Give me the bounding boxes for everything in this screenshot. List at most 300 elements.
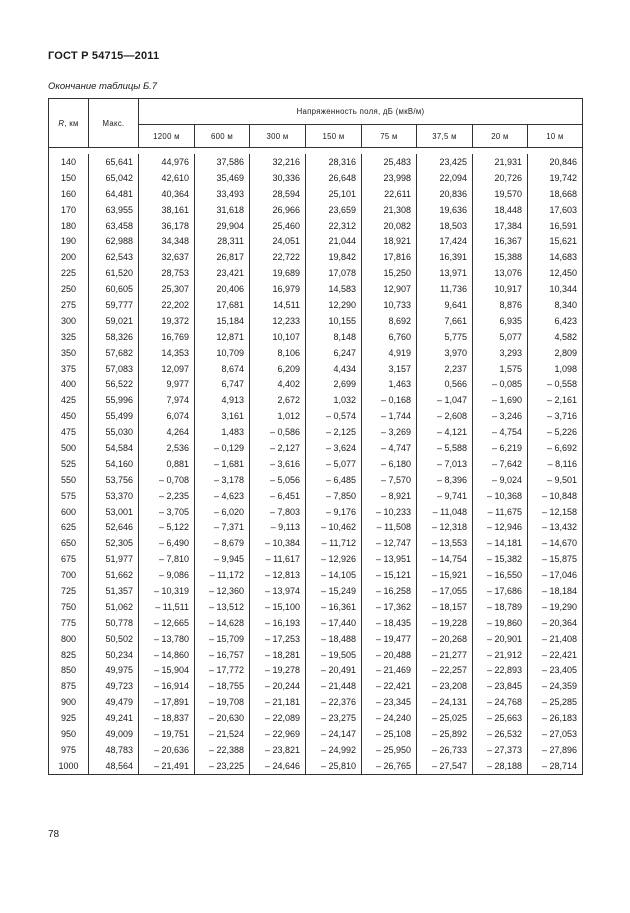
cell-value: 26,966 xyxy=(250,202,306,218)
cell-distance: 825 xyxy=(49,647,89,663)
cell-value: 28,594 xyxy=(250,186,306,202)
cell-value: – 17,440 xyxy=(306,615,362,631)
cell-value: – 24,240 xyxy=(362,710,417,726)
cell-value: 19,636 xyxy=(417,202,473,218)
cell-value: – 9,113 xyxy=(250,519,306,535)
cell-max: 54,584 xyxy=(89,440,139,456)
cell-value: – 22,421 xyxy=(528,647,583,663)
cell-max: 65,042 xyxy=(89,170,139,186)
cell-distance: 200 xyxy=(49,249,89,265)
column-header-height: 1200 м xyxy=(139,125,195,148)
cell-value: 20,406 xyxy=(195,281,250,297)
cell-value: 3,293 xyxy=(473,345,528,361)
cell-value: 10,107 xyxy=(250,329,306,345)
cell-value: – 10,368 xyxy=(473,488,528,504)
cell-value: – 6,692 xyxy=(528,440,583,456)
cell-value: 17,681 xyxy=(195,297,250,313)
cell-distance: 400 xyxy=(49,376,89,392)
table-row xyxy=(49,694,583,710)
cell-value: – 14,628 xyxy=(195,615,250,631)
cell-max: 52,305 xyxy=(89,535,139,551)
cell-value: 8,692 xyxy=(362,313,417,329)
cell-value: – 15,249 xyxy=(306,583,362,599)
cell-distance: 725 xyxy=(49,583,89,599)
table-row xyxy=(49,647,583,663)
cell-value: 17,816 xyxy=(362,249,417,265)
cell-value: 12,907 xyxy=(362,281,417,297)
cell-value: – 2,161 xyxy=(528,392,583,408)
cell-value: – 19,860 xyxy=(473,615,528,631)
table-row xyxy=(49,281,583,297)
cell-value: 22,202 xyxy=(139,297,195,313)
cell-value: – 12,946 xyxy=(473,519,528,535)
cell-value: – 2,608 xyxy=(417,408,473,424)
cell-value: – 24,768 xyxy=(473,694,528,710)
cell-value: – 3,246 xyxy=(473,408,528,424)
cell-value: 19,689 xyxy=(250,265,306,281)
cell-value: – 11,712 xyxy=(306,535,362,551)
cell-value: – 23,821 xyxy=(250,742,306,758)
cell-value: – 18,435 xyxy=(362,615,417,631)
cell-value: – 23,345 xyxy=(362,694,417,710)
cell-distance: 180 xyxy=(49,218,89,234)
table-row xyxy=(49,599,583,615)
table-row xyxy=(49,472,583,488)
cell-value: – 15,382 xyxy=(473,551,528,567)
table-row xyxy=(49,170,583,186)
cell-value: – 17,686 xyxy=(473,583,528,599)
cell-value: 36,178 xyxy=(139,218,195,234)
cell-value: 17,384 xyxy=(473,218,528,234)
cell-value: 19,570 xyxy=(473,186,528,202)
cell-max: 63,955 xyxy=(89,202,139,218)
cell-value: – 20,364 xyxy=(528,615,583,631)
table-row xyxy=(49,297,583,313)
cell-value: – 5,077 xyxy=(306,456,362,472)
table-row xyxy=(49,361,583,377)
cell-max: 49,241 xyxy=(89,710,139,726)
cell-value: 38,161 xyxy=(139,202,195,218)
cell-value: – 11,508 xyxy=(362,519,417,535)
cell-max: 50,502 xyxy=(89,631,139,647)
cell-value: – 15,904 xyxy=(139,663,195,679)
cell-max: 62,543 xyxy=(89,249,139,265)
cell-value: – 3,178 xyxy=(195,472,250,488)
cell-value: – 18,281 xyxy=(250,647,306,663)
cell-value: 23,421 xyxy=(195,265,250,281)
cell-distance: 325 xyxy=(49,329,89,345)
cell-value: – 11,617 xyxy=(250,551,306,567)
cell-distance: 775 xyxy=(49,615,89,631)
cell-value: 12,233 xyxy=(250,313,306,329)
cell-distance: 600 xyxy=(49,504,89,520)
column-header-r-var: R xyxy=(58,118,65,128)
cell-distance: 550 xyxy=(49,472,89,488)
cell-value: 7,661 xyxy=(417,313,473,329)
cell-value: – 0,085 xyxy=(473,376,528,392)
cell-value: – 20,636 xyxy=(139,742,195,758)
cell-value: – 2,235 xyxy=(139,488,195,504)
cell-distance: 375 xyxy=(49,361,89,377)
cell-max: 61,520 xyxy=(89,265,139,281)
cell-value: 6,935 xyxy=(473,313,528,329)
cell-value: 10,709 xyxy=(195,345,250,361)
cell-value: 7,974 xyxy=(139,392,195,408)
cell-value: – 23,405 xyxy=(528,663,583,679)
cell-value: 26,817 xyxy=(195,249,250,265)
cell-value: – 18,157 xyxy=(417,599,473,615)
cell-value: 28,316 xyxy=(306,154,362,170)
cell-value: 12,871 xyxy=(195,329,250,345)
cell-value: – 9,945 xyxy=(195,551,250,567)
cell-value: – 0,558 xyxy=(528,376,583,392)
cell-value: – 27,547 xyxy=(417,758,473,774)
cell-value: 14,353 xyxy=(139,345,195,361)
cell-value: – 16,193 xyxy=(250,615,306,631)
cell-value: – 10,319 xyxy=(139,583,195,599)
table-row xyxy=(49,678,583,694)
cell-value: – 22,089 xyxy=(250,710,306,726)
cell-value: – 19,278 xyxy=(250,663,306,679)
cell-max: 65,641 xyxy=(89,154,139,170)
cell-value: 12,450 xyxy=(528,265,583,281)
table-row xyxy=(49,265,583,281)
cell-value: – 18,184 xyxy=(528,583,583,599)
table-row xyxy=(49,663,583,679)
cell-value: – 17,772 xyxy=(195,663,250,679)
cell-value: – 22,969 xyxy=(250,726,306,742)
cell-value: – 12,926 xyxy=(306,551,362,567)
cell-value: – 15,121 xyxy=(362,567,417,583)
cell-value: – 28,714 xyxy=(528,758,583,774)
cell-value: 1,483 xyxy=(195,424,250,440)
table-row xyxy=(49,742,583,758)
cell-value: 17,424 xyxy=(417,233,473,249)
cell-value: – 24,147 xyxy=(306,726,362,742)
table-row xyxy=(49,535,583,551)
cell-value: – 11,511 xyxy=(139,599,195,615)
cell-distance: 975 xyxy=(49,742,89,758)
cell-value: 20,726 xyxy=(473,170,528,186)
cell-value: – 21,912 xyxy=(473,647,528,663)
cell-value: – 24,131 xyxy=(417,694,473,710)
cell-value: 16,591 xyxy=(528,218,583,234)
cell-value: 12,097 xyxy=(139,361,195,377)
cell-value: 22,094 xyxy=(417,170,473,186)
cell-value: – 6,020 xyxy=(195,504,250,520)
cell-value: – 12,360 xyxy=(195,583,250,599)
cell-value: – 9,741 xyxy=(417,488,473,504)
cell-value: 22,722 xyxy=(250,249,306,265)
cell-value: 13,971 xyxy=(417,265,473,281)
cell-value: – 20,488 xyxy=(362,647,417,663)
cell-value: – 16,757 xyxy=(195,647,250,663)
cell-distance: 500 xyxy=(49,440,89,456)
cell-value: 21,931 xyxy=(473,154,528,170)
cell-value: – 20,268 xyxy=(417,631,473,647)
cell-value: 22,312 xyxy=(306,218,362,234)
column-header-height: 20 м xyxy=(473,125,528,148)
cell-value: 2,809 xyxy=(528,345,583,361)
cell-value: 8,106 xyxy=(250,345,306,361)
column-header-height: 300 м xyxy=(250,125,306,148)
table-row xyxy=(49,488,583,504)
cell-value: – 17,253 xyxy=(250,631,306,647)
cell-value: 10,733 xyxy=(362,297,417,313)
cell-value: 5,077 xyxy=(473,329,528,345)
cell-value: – 18,837 xyxy=(139,710,195,726)
cell-value: 6,247 xyxy=(306,345,362,361)
table-row xyxy=(49,456,583,472)
cell-value: – 27,053 xyxy=(528,726,583,742)
cell-value: – 20,244 xyxy=(250,678,306,694)
cell-value: – 13,974 xyxy=(250,583,306,599)
column-group-header: Напряженность поля, дБ (мкВ/м) xyxy=(139,99,583,125)
cell-value: 15,184 xyxy=(195,313,250,329)
cell-value: 6,074 xyxy=(139,408,195,424)
cell-distance: 750 xyxy=(49,599,89,615)
cell-value: – 19,477 xyxy=(362,631,417,647)
cell-value: – 16,914 xyxy=(139,678,195,694)
table-row xyxy=(49,615,583,631)
cell-value: 29,904 xyxy=(195,218,250,234)
cell-value: – 0,168 xyxy=(362,392,417,408)
cell-value: – 20,630 xyxy=(195,710,250,726)
cell-value: 37,586 xyxy=(195,154,250,170)
cell-value: – 24,359 xyxy=(528,678,583,694)
cell-value: – 14,754 xyxy=(417,551,473,567)
cell-value: – 7,850 xyxy=(306,488,362,504)
cell-distance: 150 xyxy=(49,170,89,186)
cell-value: – 26,183 xyxy=(528,710,583,726)
cell-value: 30,336 xyxy=(250,170,306,186)
cell-value: 3,970 xyxy=(417,345,473,361)
cell-value: – 16,361 xyxy=(306,599,362,615)
cell-max: 56,522 xyxy=(89,376,139,392)
column-header-height: 600 м xyxy=(195,125,250,148)
cell-value: – 11,172 xyxy=(195,567,250,583)
cell-value: 14,683 xyxy=(528,249,583,265)
cell-value: – 13,553 xyxy=(417,535,473,551)
cell-value: – 20,491 xyxy=(306,663,362,679)
table-row xyxy=(49,249,583,265)
cell-value: 25,460 xyxy=(250,218,306,234)
table-row xyxy=(49,186,583,202)
cell-value: 3,161 xyxy=(195,408,250,424)
cell-value: – 7,642 xyxy=(473,456,528,472)
cell-value: – 1,690 xyxy=(473,392,528,408)
table-row xyxy=(49,408,583,424)
cell-max: 60,605 xyxy=(89,281,139,297)
cell-value: – 3,624 xyxy=(306,440,362,456)
cell-distance: 850 xyxy=(49,663,89,679)
cell-value: 1,098 xyxy=(528,361,583,377)
cell-value: – 9,501 xyxy=(528,472,583,488)
cell-value: – 26,532 xyxy=(473,726,528,742)
cell-value: – 9,086 xyxy=(139,567,195,583)
caption-table-number: Б.7 xyxy=(142,81,158,92)
cell-value: 8,148 xyxy=(306,329,362,345)
cell-max: 55,996 xyxy=(89,392,139,408)
cell-value: – 6,490 xyxy=(139,535,195,551)
cell-distance: 875 xyxy=(49,678,89,694)
cell-value: 16,769 xyxy=(139,329,195,345)
cell-value: 32,216 xyxy=(250,154,306,170)
cell-max: 48,783 xyxy=(89,742,139,758)
cell-value: – 4,747 xyxy=(362,440,417,456)
cell-value: 25,101 xyxy=(306,186,362,202)
cell-value: – 7,803 xyxy=(250,504,306,520)
cell-value: – 28,188 xyxy=(473,758,528,774)
table-row xyxy=(49,519,583,535)
cell-value: – 10,462 xyxy=(306,519,362,535)
cell-value: – 19,505 xyxy=(306,647,362,663)
cell-max: 50,234 xyxy=(89,647,139,663)
cell-distance: 575 xyxy=(49,488,89,504)
cell-value: 1,463 xyxy=(362,376,417,392)
cell-value: 1,012 xyxy=(250,408,306,424)
cell-value: 9,641 xyxy=(417,297,473,313)
cell-distance: 650 xyxy=(49,535,89,551)
cell-value: – 21,469 xyxy=(362,663,417,679)
cell-max: 53,001 xyxy=(89,504,139,520)
cell-value: – 8,679 xyxy=(195,535,250,551)
cell-value: – 1,681 xyxy=(195,456,250,472)
cell-max: 54,160 xyxy=(89,456,139,472)
cell-value: 16,979 xyxy=(250,281,306,297)
column-header-r-unit: , км xyxy=(64,118,79,128)
cell-value: 20,082 xyxy=(362,218,417,234)
cell-value: – 8,396 xyxy=(417,472,473,488)
cell-max: 49,009 xyxy=(89,726,139,742)
cell-value: – 16,258 xyxy=(362,583,417,599)
cell-value: 14,511 xyxy=(250,297,306,313)
cell-value: – 25,285 xyxy=(528,694,583,710)
cell-value: – 19,290 xyxy=(528,599,583,615)
cell-value: 3,157 xyxy=(362,361,417,377)
cell-value: – 5,226 xyxy=(528,424,583,440)
field-strength-table xyxy=(48,98,583,775)
cell-value: 6,423 xyxy=(528,313,583,329)
cell-value: – 12,813 xyxy=(250,567,306,583)
document-header: ГОСТ Р 54715—2011 xyxy=(48,50,160,62)
cell-distance: 625 xyxy=(49,519,89,535)
cell-max: 52,646 xyxy=(89,519,139,535)
cell-max: 58,326 xyxy=(89,329,139,345)
cell-value: – 6,451 xyxy=(250,488,306,504)
cell-value: 19,742 xyxy=(528,170,583,186)
column-header-height: 37,5 м xyxy=(417,125,473,148)
cell-value: – 26,765 xyxy=(362,758,417,774)
cell-value: – 7,810 xyxy=(139,551,195,567)
cell-value: 34,348 xyxy=(139,233,195,249)
cell-value: – 3,269 xyxy=(362,424,417,440)
table-row xyxy=(49,313,583,329)
cell-max: 51,062 xyxy=(89,599,139,615)
cell-value: 1,575 xyxy=(473,361,528,377)
cell-distance: 350 xyxy=(49,345,89,361)
cell-value: 28,311 xyxy=(195,233,250,249)
cell-value: – 18,488 xyxy=(306,631,362,647)
cell-value: – 5,056 xyxy=(250,472,306,488)
cell-distance: 425 xyxy=(49,392,89,408)
cell-value: – 6,180 xyxy=(362,456,417,472)
cell-distance: 475 xyxy=(49,424,89,440)
cell-distance: 900 xyxy=(49,694,89,710)
cell-value: 21,044 xyxy=(306,233,362,249)
cell-value: – 1,047 xyxy=(417,392,473,408)
cell-value: – 18,755 xyxy=(195,678,250,694)
cell-value: 42,610 xyxy=(139,170,195,186)
cell-value: – 9,176 xyxy=(306,504,362,520)
cell-value: – 10,384 xyxy=(250,535,306,551)
cell-value: – 25,108 xyxy=(362,726,417,742)
cell-value: – 15,921 xyxy=(417,567,473,583)
cell-value: – 15,875 xyxy=(528,551,583,567)
cell-max: 55,030 xyxy=(89,424,139,440)
cell-value: 40,364 xyxy=(139,186,195,202)
cell-value: – 15,709 xyxy=(195,631,250,647)
cell-value: 22,611 xyxy=(362,186,417,202)
cell-value: – 7,013 xyxy=(417,456,473,472)
cell-value: 4,434 xyxy=(306,361,362,377)
cell-value: 16,391 xyxy=(417,249,473,265)
table-row xyxy=(49,218,583,234)
cell-distance: 800 xyxy=(49,631,89,647)
cell-value: – 21,277 xyxy=(417,647,473,663)
cell-value: – 14,670 xyxy=(528,535,583,551)
cell-max: 51,662 xyxy=(89,567,139,583)
cell-value: 2,672 xyxy=(250,392,306,408)
cell-value: – 4,754 xyxy=(473,424,528,440)
cell-value: 12,290 xyxy=(306,297,362,313)
table-row xyxy=(49,202,583,218)
cell-value: – 2,127 xyxy=(250,440,306,456)
table-row xyxy=(49,345,583,361)
cell-value: – 3,705 xyxy=(139,504,195,520)
cell-value: – 25,025 xyxy=(417,710,473,726)
cell-value: 24,051 xyxy=(250,233,306,249)
column-header-height: 75 м xyxy=(362,125,417,148)
cell-value: 18,503 xyxy=(417,218,473,234)
cell-value: – 11,048 xyxy=(417,504,473,520)
cell-value: – 23,845 xyxy=(473,678,528,694)
cell-value: – 4,121 xyxy=(417,424,473,440)
table-row xyxy=(49,376,583,392)
cell-value: – 4,623 xyxy=(195,488,250,504)
table-caption xyxy=(48,81,157,92)
cell-value: 8,340 xyxy=(528,297,583,313)
cell-value: – 13,432 xyxy=(528,519,583,535)
cell-value: 15,250 xyxy=(362,265,417,281)
cell-value: – 12,747 xyxy=(362,535,417,551)
table-row xyxy=(49,424,583,440)
cell-max: 51,977 xyxy=(89,551,139,567)
cell-value: – 18,789 xyxy=(473,599,528,615)
cell-value: 0,881 xyxy=(139,456,195,472)
table-row xyxy=(49,154,583,170)
cell-value: – 19,708 xyxy=(195,694,250,710)
table-row xyxy=(49,710,583,726)
cell-value: 23,659 xyxy=(306,202,362,218)
cell-value: 4,402 xyxy=(250,376,306,392)
cell-value: 33,493 xyxy=(195,186,250,202)
cell-value: – 14,181 xyxy=(473,535,528,551)
cell-value: 19,372 xyxy=(139,313,195,329)
cell-value: – 0,574 xyxy=(306,408,362,424)
cell-value: 23,425 xyxy=(417,154,473,170)
cell-value: 11,736 xyxy=(417,281,473,297)
